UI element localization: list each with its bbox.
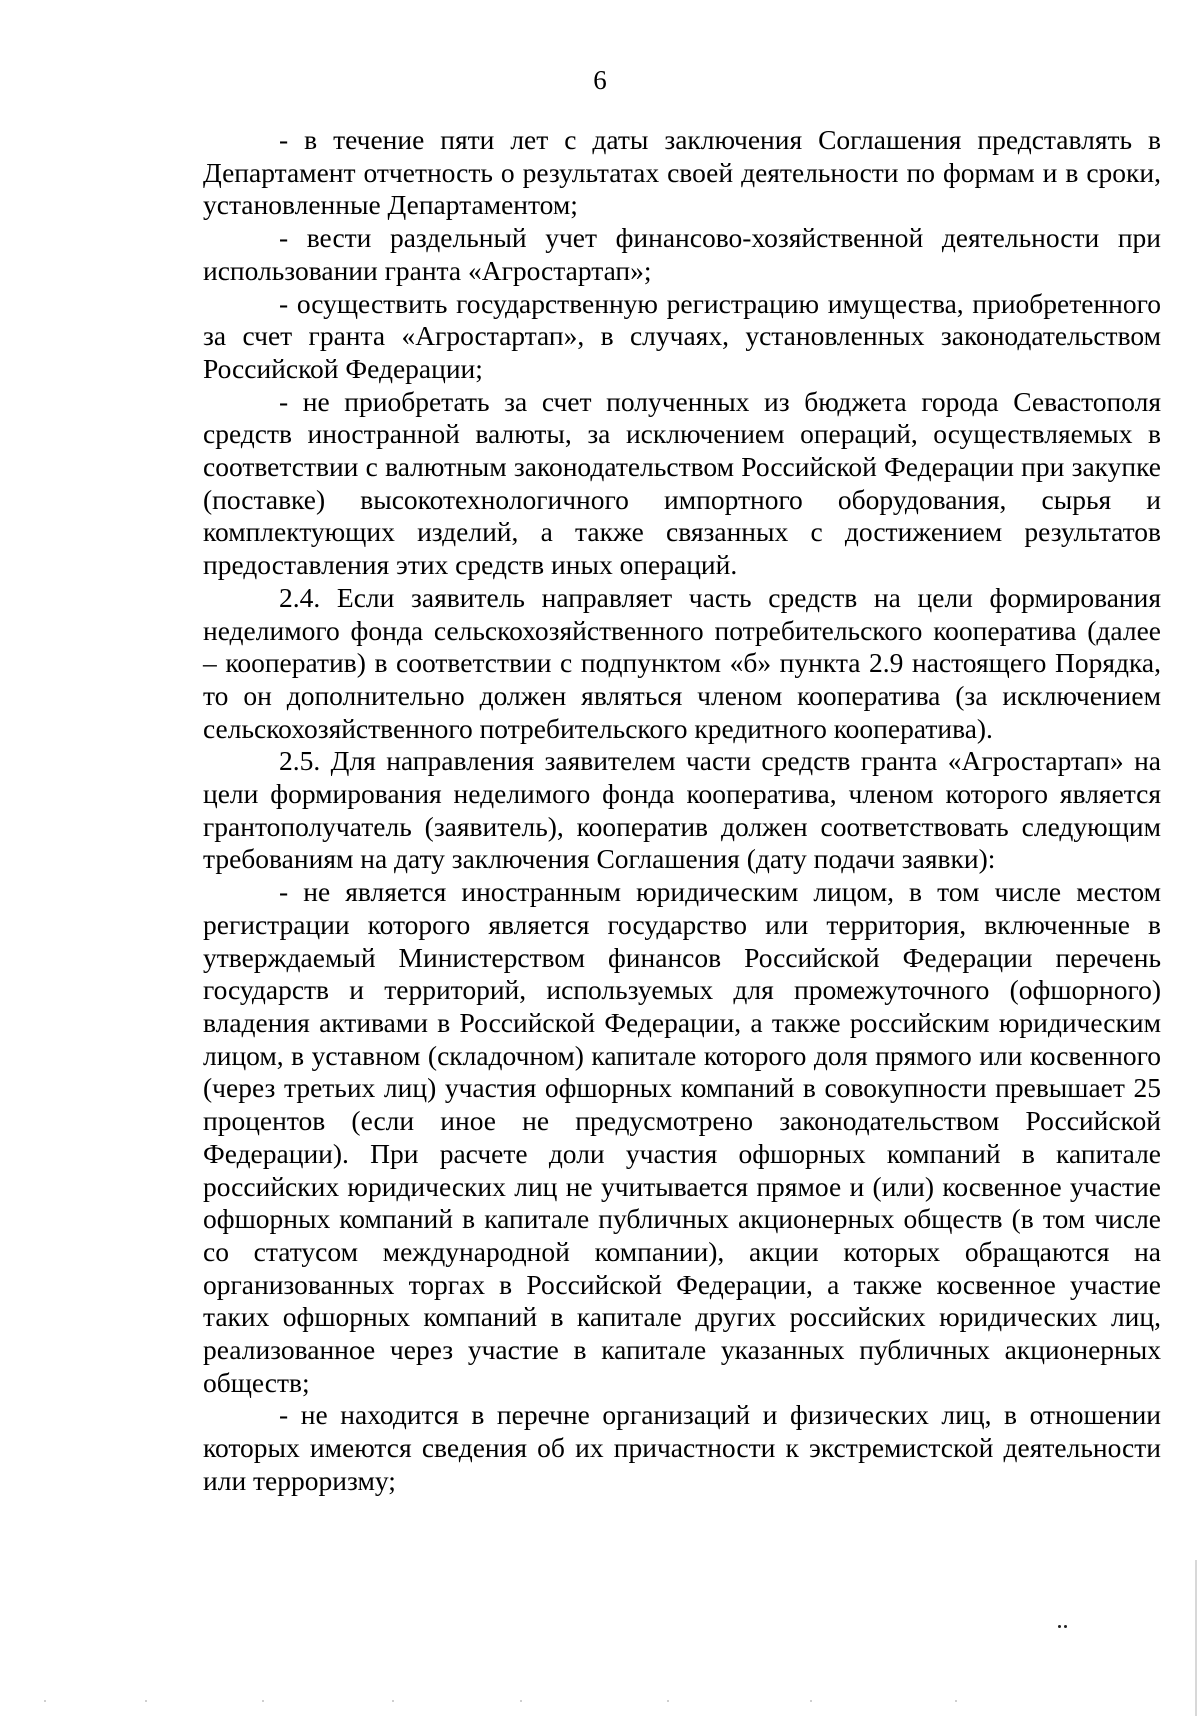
paragraph-section-2-5: 2.5. Для направления заявителем части средств гранта «Агростартап» на цели формирования неделимого фонда кооператива, членом которого является грантополучатель (заявитель), кооператив должен соответствовать следующим требованиям на дату заключения Соглашения (дату подачи заявки): xyxy=(203,745,1161,875)
paragraph-currency-restriction: - не приобретать за счет полученных из бюджета города Севастополя средств иностранной валюты, за исключением операций, осуществляемых в соответствии с валютным законодательством Российской Федерации при закупке (поставке) высокотехнологичного импортного оборудования, сырья и комплектующих изделий, а также связанных с достижением результатов предоставления этих средств иных операций. xyxy=(203,385,1161,581)
paragraph-reporting-obligation: - в течение пяти лет с даты заключения Соглашения представлять в Департамент отчетность о результатах своей деятельности по формам и в сроки, установленные Департаментом; xyxy=(203,124,1161,221)
paragraph-section-2-4: 2.4. Если заявитель направляет часть средств на цели формирования неделимого фонда сельскохозяйственного потребительского кооператива (далее – кооператив) в соответствии с подпунктом «б» пункта 2.9 настоящего Порядка, то он дополнительно должен являться членом кооператива (за исключением сельскохозяйственного потребительского кредитного кооператива). xyxy=(203,581,1161,744)
document-body xyxy=(203,124,1161,1498)
paragraph-offshore-requirement: - не является иностранным юридическим лицом, в том числе местом регистрации которого является государство или территория, включенные в утверждаемый Министерством финансов Российской Федерации перечень государств и территорий, используемых для промежуточного (офшорного) владения активами в Российской Федерации, а также российским юридическим лицом, в уставном (складочном) капитале которого доля прямого или косвенного (через третьих лиц) участия офшорных компаний в совокупности превышает 25 процентов (если иное не предусмотрено законодательством Российской Федерации). При расчете доли участия офшорных компаний в капитале российских юридических лиц не учитывается прямое и (или) косвенное участие офшорных компаний в капитале публичных акционерных обществ (в том числе со статусом международной компании), акции которых обращаются на организованных торгах в Российской Федерации, а также косвенное участие таких офшорных компаний в капитале других российских юридических лиц, реализованное через участие в капитале указанных публичных акционерных обществ; xyxy=(203,876,1161,1398)
scan-bottom-specks xyxy=(0,1700,1200,1704)
page-number: 6 xyxy=(593,65,607,95)
scan-edge-line xyxy=(1195,1560,1197,1716)
paragraph-extremism-requirement: - не находится в перечне организаций и физических лиц, в отношении которых имеются сведения об их причастности к экстремистской деятельности или терроризму; xyxy=(203,1399,1161,1496)
paragraph-property-registration: - осуществить государственную регистрацию имущества, приобретенного за счет гранта «Агростартап», в случаях, установленных законодательством Российской Федерации; xyxy=(203,287,1161,384)
paragraph-separate-accounting: - вести раздельный учет финансово-хозяйственной деятельности при использовании гранта «Агростартап»; xyxy=(203,222,1161,286)
scan-mark xyxy=(1058,1625,1070,1631)
